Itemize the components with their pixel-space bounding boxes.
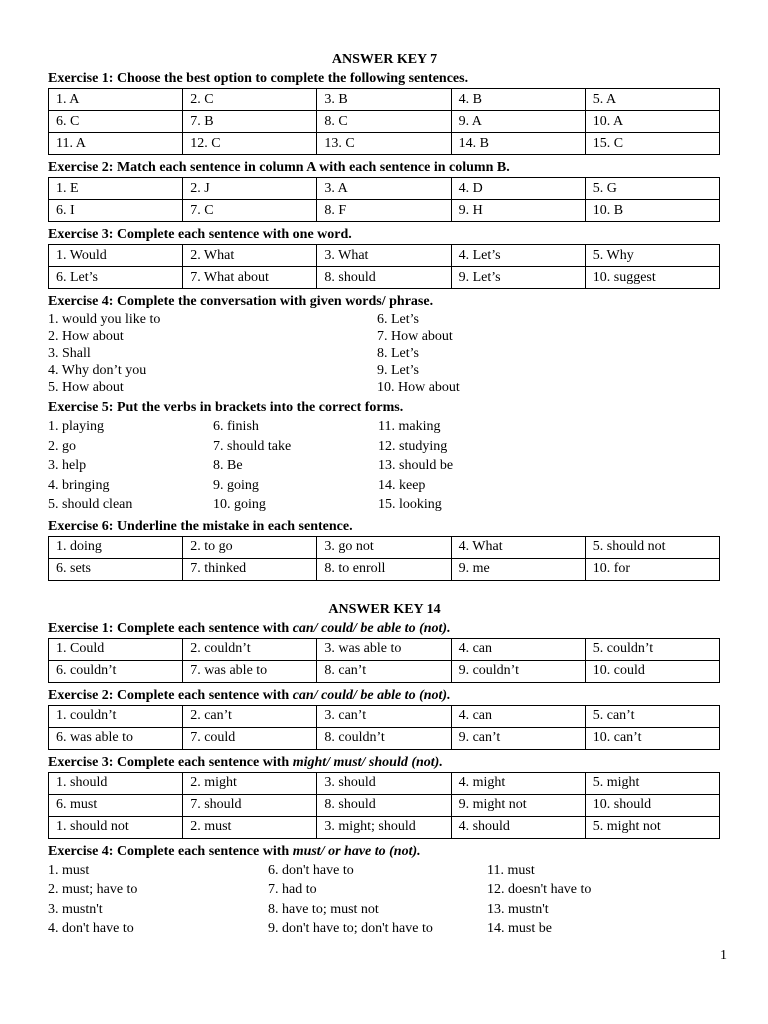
answer-cell: 7. should — [183, 794, 317, 816]
answer-text: 8. have to; must not — [268, 901, 379, 917]
k14-ex1-table — [48, 638, 720, 683]
answer-cell: 5. might not — [585, 816, 719, 838]
answer-cell: 6. was able to — [49, 727, 183, 749]
k7-ex6-title: Exercise 6: Underline the mistake in each sentence. — [48, 518, 353, 534]
answer-cell: 8. F — [317, 200, 451, 222]
answer-cell: 3. A — [317, 178, 451, 200]
k7-ex1-title: Exercise 1: Choose the best option to complete the following sentences. — [48, 71, 469, 86]
answer-cell: 11. A — [49, 133, 183, 155]
answer-cell: 1. should — [49, 772, 183, 794]
list-item — [48, 919, 721, 939]
answer-cell: 5. might — [585, 772, 719, 794]
answer-text: 3. help — [48, 458, 87, 473]
answer-cell: 6. I — [49, 200, 183, 222]
k7-ex2-table — [48, 177, 720, 222]
list-item — [48, 311, 721, 328]
k14-ex4-title: Exercise 4: Complete each sentence with must/ or have to (not). — [48, 843, 421, 859]
answer-cell: 7. could — [183, 727, 317, 749]
list-item — [48, 495, 721, 515]
answer-key-7-title: ANSWER KEY 7 — [331, 52, 438, 67]
answer-cell: 8. C — [317, 111, 451, 133]
answer-text: 8. Let’s — [377, 346, 419, 361]
answer-cell: 10. could — [585, 660, 719, 682]
answer-cell: 10. for — [585, 558, 719, 580]
answer-cell: 8. can’t — [317, 660, 451, 682]
answer-cell: 2. J — [183, 178, 317, 200]
answer-text: 11. making — [378, 419, 441, 434]
answer-cell: 4. What — [451, 536, 585, 558]
k7-ex4-title: Exercise 4: Complete the conversation with given words/ phrase. — [48, 294, 434, 309]
k14-ex4-answers — [48, 861, 721, 939]
answer-cell: 7. C — [183, 200, 317, 222]
answer-text: 7. How about — [377, 329, 453, 344]
list-item — [48, 328, 721, 345]
k7-ex3-title: Exercise 3: Complete each sentence with one word. — [48, 227, 352, 242]
answer-cell: 15. C — [585, 133, 719, 155]
table-row — [49, 794, 720, 816]
answer-cell: 6. Let’s — [49, 267, 183, 289]
table-row — [49, 89, 720, 111]
table-row — [49, 111, 720, 133]
answer-text: 13. mustn't — [487, 901, 549, 917]
table-row — [49, 267, 720, 289]
answer-cell: 9. might not — [451, 794, 585, 816]
answer-text: 9. don't have to; don't have to — [268, 921, 433, 937]
answer-cell: 2. might — [183, 772, 317, 794]
answer-cell: 6. must — [49, 794, 183, 816]
answer-cell: 1. Could — [49, 638, 183, 660]
k7-ex5-title: Exercise 5: Put the verbs in brackets into the correct forms. — [48, 400, 404, 415]
answer-cell: 2. to go — [183, 536, 317, 558]
answer-key-page — [48, 50, 721, 941]
answer-text: 14. keep — [378, 477, 426, 493]
list-item — [48, 437, 721, 457]
answer-cell: 7. thinked — [183, 558, 317, 580]
answer-cell: 4. D — [451, 178, 585, 200]
list-item — [48, 861, 721, 881]
answer-cell: 4. can — [451, 705, 585, 727]
answer-text: 15. looking — [378, 497, 442, 512]
answer-cell: 8. couldn’t — [317, 727, 451, 749]
answer-cell: 9. can’t — [451, 727, 585, 749]
answer-text: 6. Let’s — [377, 312, 419, 327]
answer-cell: 10. A — [585, 111, 719, 133]
answer-cell: 10. can’t — [585, 727, 719, 749]
answer-cell: 4. B — [451, 89, 585, 111]
answer-cell: 2. must — [183, 816, 317, 838]
k14-ex3-table — [48, 772, 720, 839]
answer-cell: 10. suggest — [585, 267, 719, 289]
answer-text: 4. Why don’t you — [48, 363, 147, 378]
answer-cell: 9. H — [451, 200, 585, 222]
answer-cell: 2. C — [183, 89, 317, 111]
k7-ex1-table — [48, 88, 720, 155]
answer-text: 5. How about — [48, 380, 124, 395]
k7-ex6-table — [48, 536, 720, 581]
k7-ex5-answers — [48, 417, 721, 515]
answer-cell: 1. E — [49, 178, 183, 200]
answer-text: 2. go — [48, 438, 76, 454]
answer-cell: 7. was able to — [183, 660, 317, 682]
answer-cell: 5. Why — [585, 245, 719, 267]
answer-cell: 3. can’t — [317, 705, 451, 727]
answer-text: 3. mustn't — [48, 901, 103, 917]
answer-cell: 12. C — [183, 133, 317, 155]
table-row — [49, 705, 720, 727]
answer-cell: 10. B — [585, 200, 719, 222]
answer-text: 10. going — [213, 497, 266, 512]
answer-cell: 1. doing — [49, 536, 183, 558]
k7-ex3-table — [48, 244, 720, 289]
list-item — [48, 456, 721, 476]
table-row — [49, 816, 720, 838]
answer-cell: 2. can’t — [183, 705, 317, 727]
list-item — [48, 362, 721, 379]
answer-cell: 7. B — [183, 111, 317, 133]
answer-cell: 2. couldn’t — [183, 638, 317, 660]
answer-cell: 9. Let’s — [451, 267, 585, 289]
answer-cell: 3. What — [317, 245, 451, 267]
answer-text: 7. should take — [213, 438, 292, 454]
answer-text: 4. bringing — [48, 477, 110, 493]
answer-cell: 1. should not — [49, 816, 183, 838]
table-row — [49, 178, 720, 200]
answer-cell: 9. me — [451, 558, 585, 580]
answer-text: 8. Be — [213, 458, 243, 473]
k14-ex2-title: Exercise 2: Complete each sentence with can/ could/ be able to (not). — [48, 687, 451, 703]
list-item — [48, 476, 721, 496]
answer-cell: 3. should — [317, 772, 451, 794]
answer-text: 3. Shall — [48, 346, 91, 361]
answer-cell: 13. C — [317, 133, 451, 155]
answer-text: 13. should be — [378, 458, 454, 473]
answer-text: 9. going — [213, 477, 259, 493]
answer-cell: 4. Let’s — [451, 245, 585, 267]
answer-text: 1. would you like to — [48, 312, 161, 327]
k7-ex4-answers — [48, 311, 721, 396]
page-number: 1 — [720, 948, 727, 963]
answer-cell: 14. B — [451, 133, 585, 155]
answer-cell: 5. can’t — [585, 705, 719, 727]
list-item — [48, 900, 721, 920]
k14-ex1-title: Exercise 1: Complete each sentence with can/ could/ be able to (not). — [48, 620, 451, 636]
answer-cell: 10. should — [585, 794, 719, 816]
answer-text: 7. had to — [268, 882, 317, 898]
k14-ex3-title: Exercise 3: Complete each sentence with might/ must/ should (not). — [48, 754, 443, 770]
answer-cell: 5. couldn’t — [585, 638, 719, 660]
answer-cell: 5. should not — [585, 536, 719, 558]
answer-cell: 5. G — [585, 178, 719, 200]
answer-cell: 4. can — [451, 638, 585, 660]
answer-text: 14. must be — [487, 921, 552, 937]
answer-cell: 4. should — [451, 816, 585, 838]
table-row — [49, 727, 720, 749]
answer-text: 11. must — [487, 862, 535, 878]
list-item — [48, 345, 721, 362]
table-row — [49, 638, 720, 660]
answer-text: 1. must — [48, 862, 90, 878]
table-row — [49, 200, 720, 222]
list-item — [48, 417, 721, 437]
answer-cell: 8. should — [317, 267, 451, 289]
table-row — [49, 772, 720, 794]
answer-cell: 3. was able to — [317, 638, 451, 660]
table-row — [49, 245, 720, 267]
answer-cell: 2. What — [183, 245, 317, 267]
answer-cell: 6. C — [49, 111, 183, 133]
answer-cell: 8. should — [317, 794, 451, 816]
answer-text: 12. studying — [378, 438, 448, 454]
table-row — [49, 558, 720, 580]
answer-cell: 6. couldn’t — [49, 660, 183, 682]
answer-cell: 1. couldn’t — [49, 705, 183, 727]
list-item — [48, 379, 721, 396]
answer-cell: 3. go not — [317, 536, 451, 558]
answer-cell: 3. might; should — [317, 816, 451, 838]
answer-text: 10. How about — [377, 380, 460, 395]
answer-cell: 7. What about — [183, 267, 317, 289]
answer-text: 12. doesn't have to — [487, 882, 592, 898]
answer-text: 1. playing — [48, 419, 104, 434]
table-row — [49, 133, 720, 155]
answer-cell: 3. B — [317, 89, 451, 111]
answer-text: 5. should clean — [48, 497, 133, 512]
answer-cell: 4. might — [451, 772, 585, 794]
answer-key-14-title: ANSWER KEY 14 — [328, 601, 441, 617]
list-item — [48, 880, 721, 900]
answer-cell: 9. couldn’t — [451, 660, 585, 682]
k7-ex2-title: Exercise 2: Match each sentence in column A with each sentence in column B. — [48, 160, 510, 175]
answer-cell: 8. to enroll — [317, 558, 451, 580]
answer-text: 4. don't have to — [48, 921, 134, 937]
table-row — [49, 536, 720, 558]
answer-text: 6. finish — [213, 419, 259, 434]
answer-text: 9. Let’s — [377, 363, 419, 378]
answer-cell: 5. A — [585, 89, 719, 111]
answer-cell: 6. sets — [49, 558, 183, 580]
table-row — [49, 660, 720, 682]
answer-text: 2. How about — [48, 329, 124, 344]
k14-ex2-table — [48, 705, 720, 750]
answer-text: 6. don't have to — [268, 862, 354, 878]
answer-text: 2. must; have to — [48, 882, 138, 898]
answer-cell: 9. A — [451, 111, 585, 133]
answer-cell: 1. Would — [49, 245, 183, 267]
answer-cell: 1. A — [49, 89, 183, 111]
